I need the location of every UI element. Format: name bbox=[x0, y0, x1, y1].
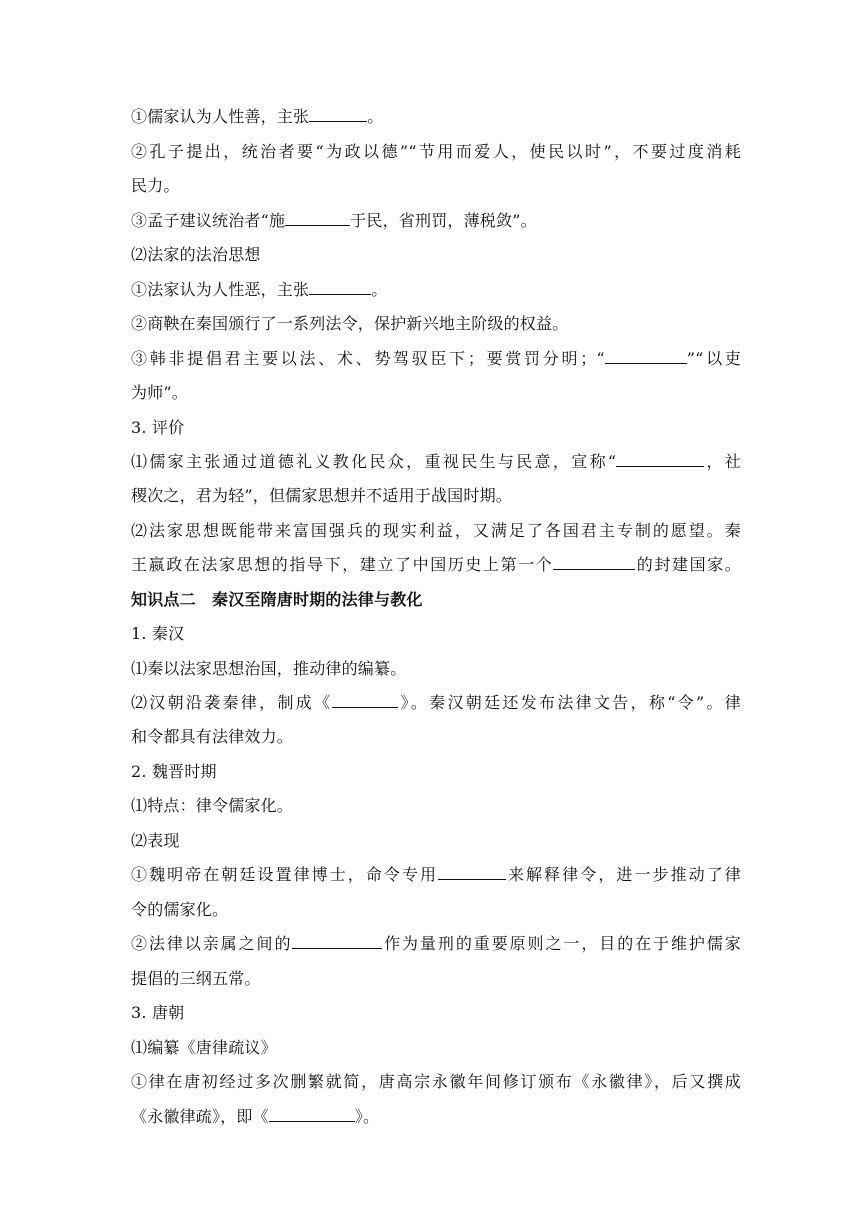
text-line: ⑴秦以法家思想治国，推动律的编纂。 bbox=[131, 659, 407, 678]
text-line: ③孟子建议统治者“施 于民，省刑罚，薄税敛”。 bbox=[131, 211, 537, 230]
subheading: ⑴编纂《唐律疏议》 bbox=[131, 1038, 277, 1057]
text-line: ①法家认为人性恶，主张 。 bbox=[131, 280, 388, 299]
text-line: ⑴儒家主张通过道德礼义教化民众，重视民生与民意，宣称“ ，社 bbox=[131, 452, 741, 471]
subheading: ⑵法家的法治思想 bbox=[131, 245, 261, 264]
text-line: ②商鞅在秦国颁行了一系列法令，保护新兴地主阶级的权益。 bbox=[131, 314, 569, 333]
fill-blank bbox=[285, 211, 350, 226]
text-line: ①魏明帝在朝廷设置律博士，命令专用 来解释律令，进一步推动了律 bbox=[131, 865, 741, 884]
fill-blank bbox=[309, 107, 367, 122]
text-line: ①律在唐初经过多次删繁就简，唐高宗永徽年间修订颁布《永徽律》，后又撰成 bbox=[131, 1072, 741, 1091]
fill-blank bbox=[438, 865, 506, 880]
text-line: 令的儒家化。 bbox=[131, 900, 229, 919]
text-line: ②法律以亲属之间的 作为量刑的重要原则之一，目的在于维护儒家 bbox=[131, 934, 741, 953]
fill-blank bbox=[553, 555, 635, 570]
text-line: ⑴特点：律令儒家化。 bbox=[131, 796, 294, 815]
text-line: 民力。 bbox=[131, 176, 180, 195]
text-line: 提倡的三纲五常。 bbox=[131, 969, 261, 988]
fill-blank bbox=[605, 349, 687, 364]
text-line: 稷次之，君为轻”，但儒家思想并不适用于战国时期。 bbox=[131, 486, 512, 505]
text-line: 为师”。 bbox=[131, 383, 188, 402]
section-heading: 1. 秦汉 bbox=[131, 624, 185, 643]
fill-blank bbox=[616, 452, 704, 467]
text-line: 《永徽律疏》，即《 》。 bbox=[131, 1107, 380, 1126]
section-heading: 3. 唐朝 bbox=[131, 1003, 185, 1022]
text-line: ⑵汉朝沿袭秦律，制成《 》。秦汉朝廷还发布法律文告，称“令”。律 bbox=[131, 693, 741, 712]
fill-blank bbox=[269, 1107, 355, 1122]
text-line: ③韩非提倡君主要以法、术、势驾驭臣下；要赏罚分明；“ ”“以吏 bbox=[131, 349, 741, 368]
text-line: ⑵法家思想既能带来富国强兵的现实利益，又满足了各国君主专制的愿望。秦 bbox=[131, 521, 741, 540]
fill-blank bbox=[332, 693, 398, 708]
knowledge-point-heading: 知识点二 秦汉至隋唐时期的法律与教化 bbox=[131, 590, 423, 609]
text-line: 和令都具有法律效力。 bbox=[131, 727, 294, 746]
fill-blank bbox=[292, 934, 382, 949]
section-heading: 2. 魏晋时期 bbox=[131, 762, 217, 781]
fill-blank bbox=[309, 280, 371, 295]
section-heading: 3. 评价 bbox=[131, 418, 185, 437]
text-line: ②孔子提出，统治者要“为政以德”“节用而爱人，使民以时”，不要过度消耗 bbox=[131, 142, 741, 161]
subheading: ⑵表现 bbox=[131, 831, 180, 850]
text-line: ①儒家认为人性善，主张 。 bbox=[131, 107, 384, 126]
text-line: 王嬴政在法家思想的指导下，建立了中国历史上第一个 的封建国家。 bbox=[131, 555, 741, 574]
